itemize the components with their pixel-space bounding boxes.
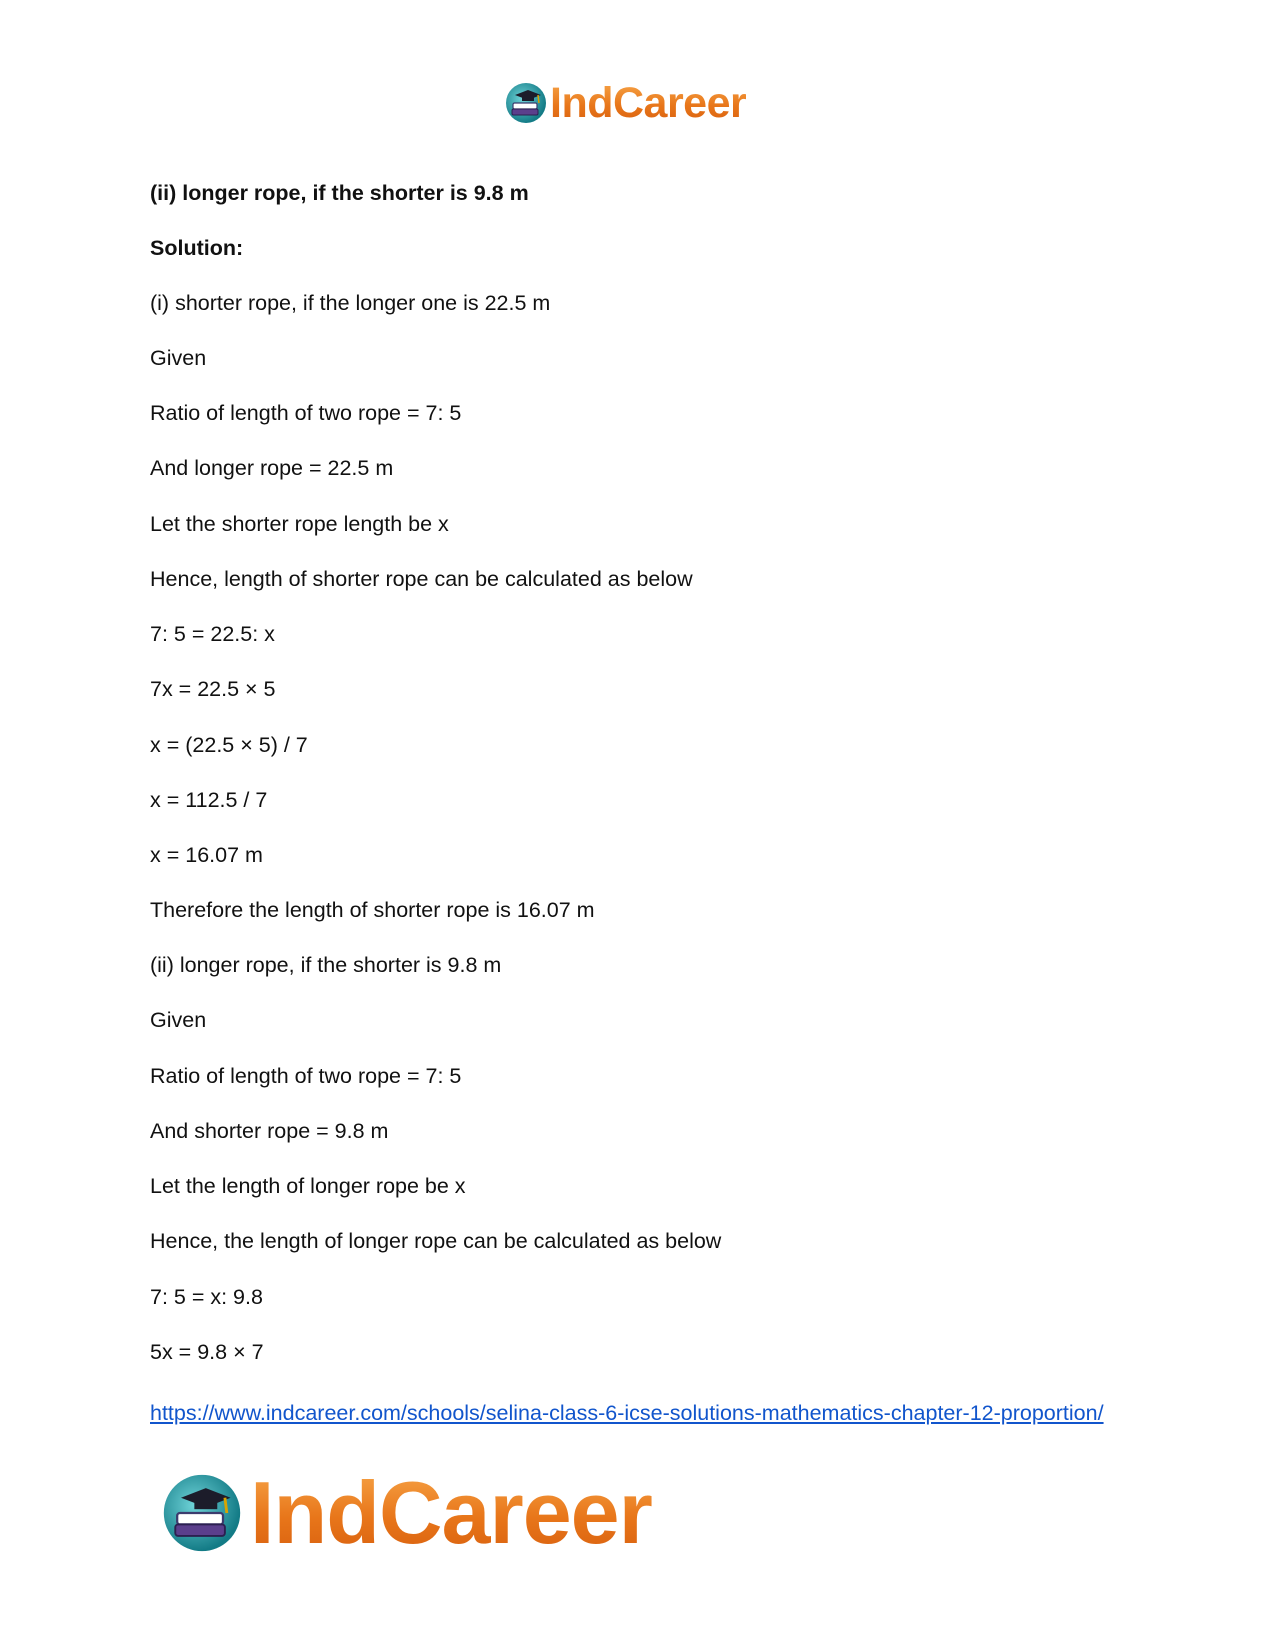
footer-logo: [160, 1463, 652, 1562]
solution-line: (i) shorter rope, if the longer one is 22.5 m: [150, 291, 551, 315]
solution-line: Ratio of length of two rope = 7: 5: [150, 401, 462, 425]
logo-text: IndCareer: [550, 78, 747, 127]
solution-label: Solution:: [150, 236, 244, 260]
solution-line: x = (22.5 × 5) / 7: [150, 733, 308, 757]
solution-line: And shorter rope = 9.8 m: [150, 1119, 389, 1143]
solution-line: (ii) longer rope, if the shorter is 9.8 m: [150, 953, 502, 977]
graduation-book-icon: [160, 1471, 244, 1555]
solution-line: Given: [150, 346, 207, 370]
solution-line: Given: [150, 1008, 207, 1032]
solution-line: 7x = 22.5 × 5: [150, 677, 276, 701]
solution-line: 7: 5 = x: 9.8: [150, 1285, 263, 1309]
solution-line: Hence, length of shorter rope can be calculated as below: [150, 567, 693, 591]
solution-line: Therefore the length of shorter rope is 16.07 m: [150, 898, 595, 922]
question-heading: (ii) longer rope, if the shorter is 9.8 m: [150, 181, 529, 205]
solution-line: 5x = 9.8 × 7: [150, 1340, 264, 1364]
solution-line: x = 16.07 m: [150, 843, 263, 867]
logo-text: IndCareer: [250, 1463, 652, 1562]
solution-line: Ratio of length of two rope = 7: 5: [150, 1064, 462, 1088]
solution-line: Hence, the length of longer rope can be calculated as below: [150, 1229, 722, 1253]
header-logo: [504, 78, 746, 128]
solution-line: And longer rope = 22.5 m: [150, 456, 394, 480]
solution-line: x = 112.5 / 7: [150, 788, 268, 812]
solution-line: 7: 5 = 22.5: x: [150, 622, 275, 646]
solution-line: Let the length of longer rope be x: [150, 1174, 466, 1198]
solution-line: Let the shorter rope length be x: [150, 512, 449, 536]
graduation-book-icon: [504, 81, 548, 125]
source-link[interactable]: https://www.indcareer.com/schools/selina-class-6-icse-solutions-mathematics-chapter-12-proportion/: [150, 1401, 1104, 1425]
